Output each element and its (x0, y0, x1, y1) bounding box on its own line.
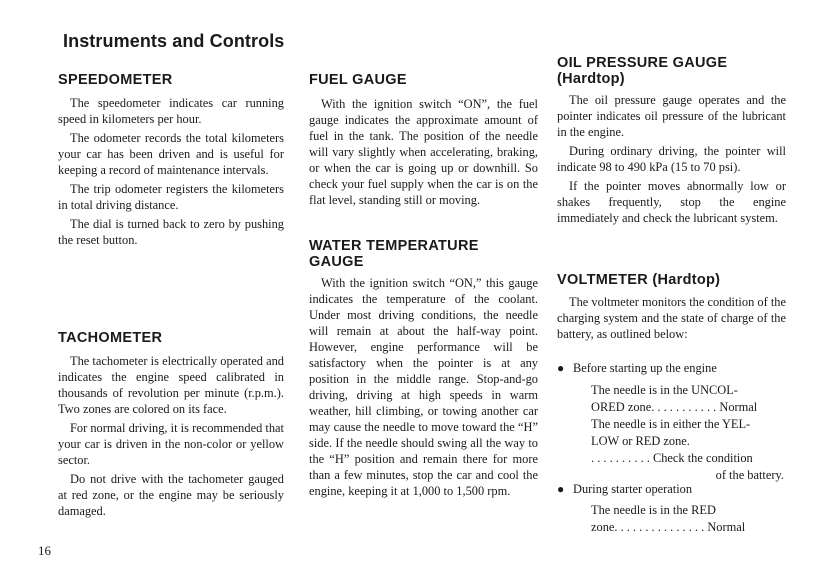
bullet-label: During starter operation (573, 482, 693, 496)
detail-line: LOW or RED zone. (591, 434, 690, 448)
fuel-gauge-section (309, 72, 538, 211)
water-temperature-paragraph: With the ignition switch “ON,” this gauge indicates the temperature of the coolant. Under most driving conditions, the needle will remain at about the half-way point. However, engine performance will be satisfactory when the pointer is at any position in the middle range. Stop-and-go driving, driving at high speeds in warm weather, hill climbing, or towing another car may cause the needle to move toward the “H” side. If the needle should swing all the way to the “H” position and remain there for more than a few minutes, stop the car and cool the engine, keeping it at 1,000 to 1,500 rpm. (309, 276, 538, 498)
detail-line: ORED zone. . . . . . . . . . . Normal (591, 400, 758, 414)
detail-line: zone. . . . . . . . . . . . . . . Normal (591, 520, 746, 534)
voltmeter-bullet2-details (591, 502, 784, 536)
oil-pressure-heading-line1: OIL PRESSURE GAUGE (557, 55, 728, 71)
page-title: Instruments and Controls (63, 31, 285, 51)
oil-pressure-paragraph: During ordinary driving, the pointer will indicate 98 to 490 kPa (15 to 70 psi). (557, 144, 786, 174)
voltmeter-bullet1-details (591, 382, 784, 484)
detail-line: . . . . . . . . . . Check the condition (591, 451, 753, 465)
detail-line: The needle is in either the YEL- (591, 417, 751, 431)
tachometer-paragraph: For normal driving, it is recommended that your car is driven in the non-color or yellow sector. (58, 421, 284, 467)
detail-line: of the battery. (715, 468, 784, 482)
bullet-label: Before starting up the engine (573, 361, 717, 375)
fuel-gauge-paragraph: With the ignition switch “ON”, the fuel gauge indicates the approximate amount of fuel in the tank. The position of the needle will vary slightly when accelerating, braking, or when the car is going up or downhill. So check your fuel supply when the car is on the flat level, standing still or moving. (309, 97, 538, 207)
water-temperature-heading (309, 238, 538, 270)
speedometer-section (58, 72, 284, 251)
fuel-gauge-heading: FUEL GAUGE (309, 72, 407, 88)
speedometer-paragraph: The speedometer indicates car running speed in kilometers per hour. (58, 96, 284, 126)
water-temperature-heading-line2: GAUGE (309, 254, 364, 270)
water-temperature-heading-line1: WATER TEMPERATURE (309, 238, 479, 254)
voltmeter-intro: The voltmeter monitors the condition of the charging system and the state of charge of the battery, as outlined below: (557, 295, 786, 341)
speedometer-paragraph: The odometer records the total kilometers your car has been driven and is useful for keeping a record of maintenance intervals. (58, 131, 284, 177)
detail-line: The needle is in the UNCOL- (591, 383, 738, 397)
speedometer-paragraph: The trip odometer registers the kilometers in total driving distance. (58, 182, 284, 212)
speedometer-paragraph: The dial is turned back to zero by pushing the reset button. (58, 217, 284, 247)
voltmeter-heading: VOLTMETER (Hardtop) (557, 272, 721, 288)
tachometer-paragraph: Do not drive with the tachometer gauged at red zone, or the engine may be seriously damaged. (58, 472, 284, 518)
tachometer-section (58, 330, 284, 522)
bullet-dot-icon: ● (557, 361, 565, 375)
water-temperature-section (309, 238, 538, 502)
detail-line: The needle is in the RED (591, 503, 716, 517)
tachometer-paragraph: The tachometer is electrically operated and indicates the engine speed calibrated in thousands of revolution per minute (r.p.m.). Two zones are colored on its face. (58, 354, 284, 416)
bullet-dot-icon: ● (557, 482, 565, 496)
tachometer-heading: TACHOMETER (58, 330, 163, 346)
page-number: 16 (38, 543, 51, 558)
speedometer-heading: SPEEDOMETER (58, 72, 173, 88)
oil-pressure-heading (557, 55, 786, 87)
oil-pressure-heading-line2: (Hardtop) (557, 71, 625, 87)
oil-pressure-section (557, 55, 786, 229)
oil-pressure-paragraph: The oil pressure gauge operates and the pointer indicates oil pressure of the lubricant in the engine. (557, 93, 786, 139)
voltmeter-section (557, 272, 786, 345)
oil-pressure-paragraph: If the pointer moves abnormally low or shakes frequently, stop the engine immediately and check the lubricant system. (557, 179, 786, 225)
